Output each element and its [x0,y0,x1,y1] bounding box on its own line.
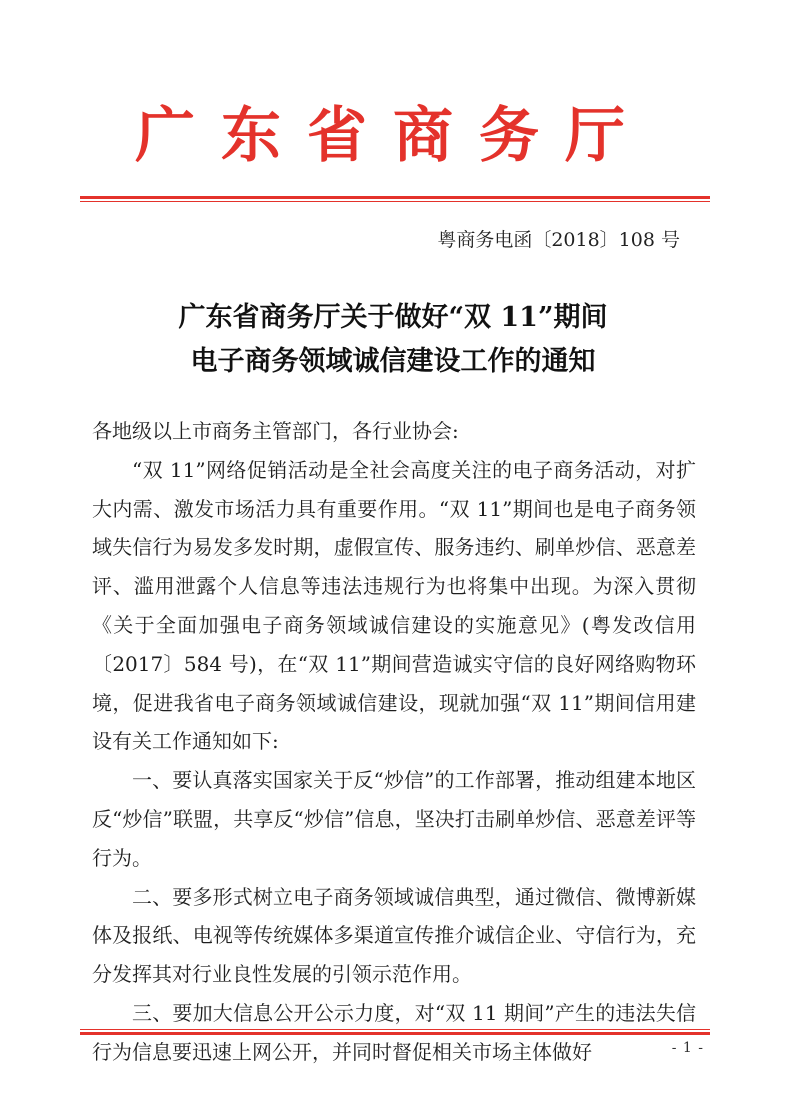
body-item-1: 一、要认真落实国家关于反“炒信”的工作部署，推动组建本地区反“炒信”联盟，共享反“炒信”信息，坚决打击刷单炒信、恶意差评等行为。 [92,768,696,870]
body-item-2: 二、要多形式树立电子商务领域诚信典型，通过微信、微博新媒体及报纸、电视等传统媒体多渠道宣传推介诚信企业、守信行为，充分发挥其对行业良性发展的引领示范作用。 [92,884,696,987]
footer-red-rule [80,1029,710,1035]
document-title-line-1: 广东省商务厅关于做好“双 11”期间 [178,302,608,333]
agency-letterhead: 广东省商务厅 [135,101,651,171]
body-item-3: 三、要加大信息公开公示力度，对“双 11 期间”产生的违法失信行为信息要迅速上网公开，并同时督促相关市场主体做好 [92,1000,696,1064]
document-title [0,296,786,384]
document-title-line-2: 电子商务领域诚信建设工作的通知 [190,346,596,377]
letterhead-red-rule [80,196,710,202]
document-body [92,412,696,1072]
salutation: 各地级以上市商务主管部门，各行业协会: [92,419,459,443]
body-paragraph: “双 11”网络促销活动是全社会高度关注的电子商务活动，对扩大内需、激发市场活力具有重要作用。“双 11”期间也是电子商务领域失信行为易发多发时期，虚假宣传、服务违约、刷单炒信、恶意差评、滥用泄露个人信息等违法违规行为也将集中出现。为深入贯彻《关于全面加强电子商务领域诚信建设的实施意见》(粤发改信用〔2017〕584 号)，在“双 11”期间营造诚实守信的良好网络购物环境，促进我省电子商务领域诚信建设，现就加强“双 11”期间信用建设有关工作通知如下: [92,457,696,754]
document-number: 粤商务电函〔2018〕108 号 [437,229,680,251]
page-number: - 1 - [671,1040,704,1056]
